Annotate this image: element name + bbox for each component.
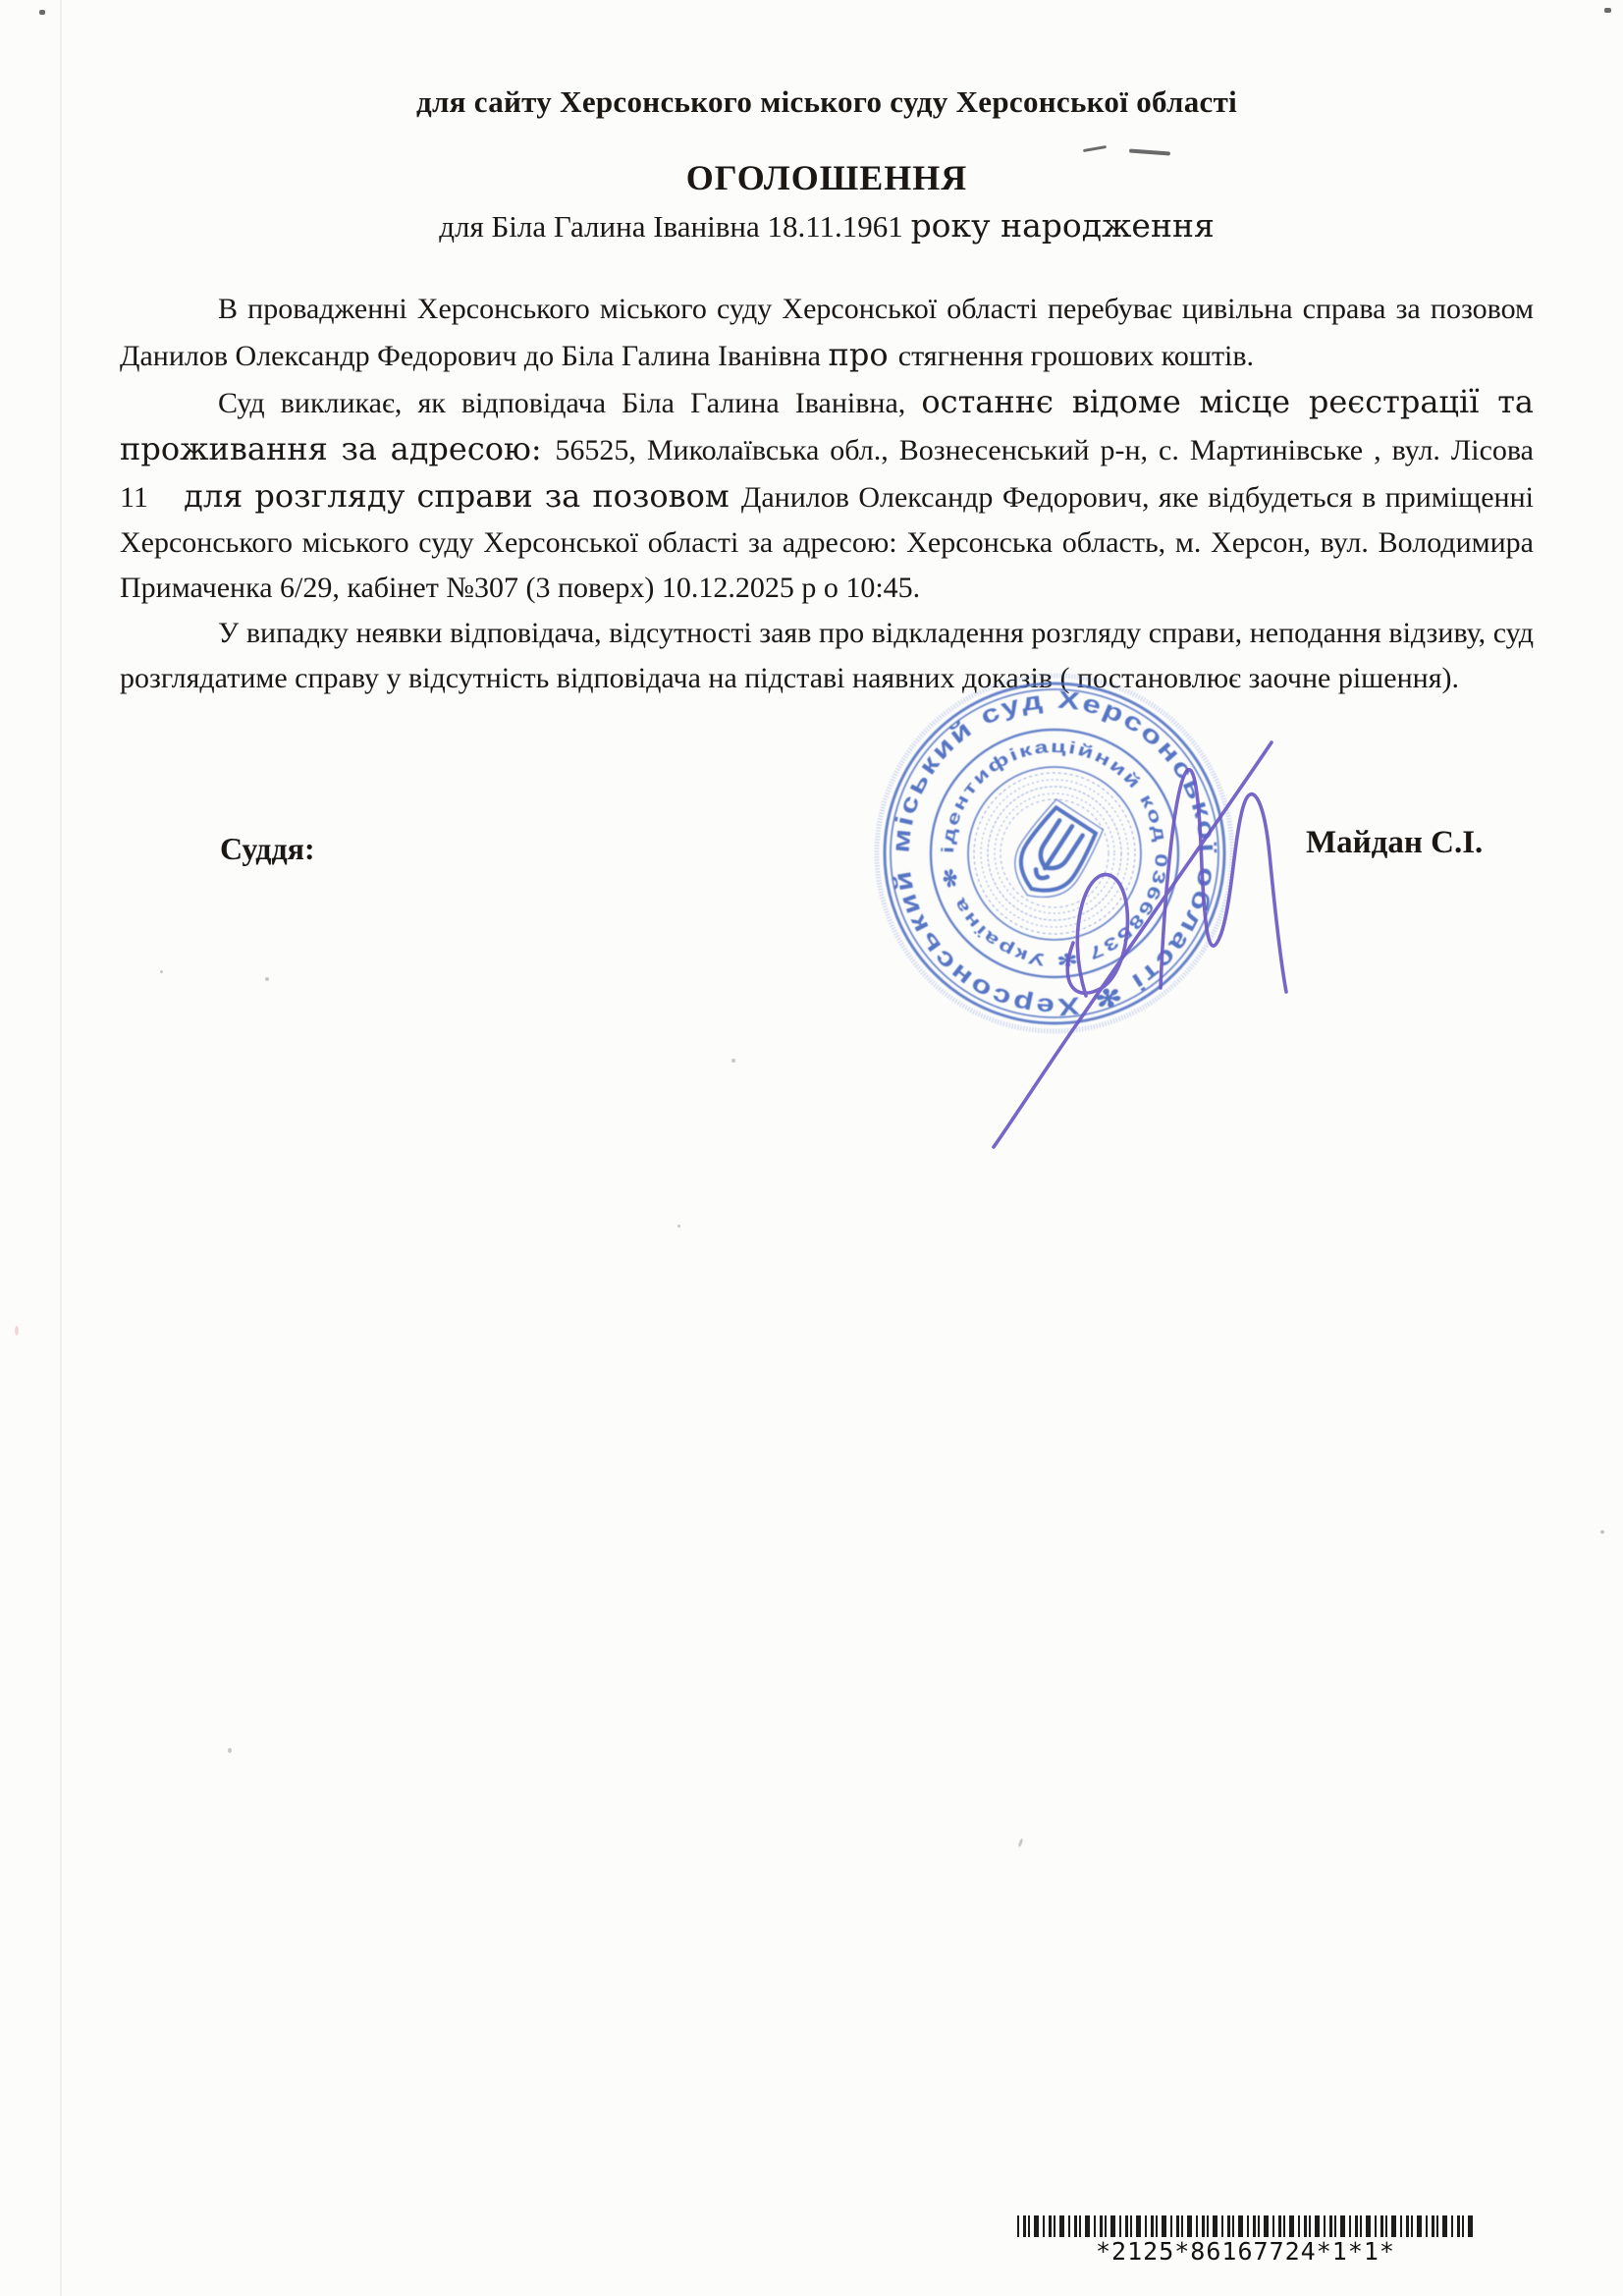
barcode bbox=[1017, 2215, 1474, 2237]
scan-artifact bbox=[677, 1225, 680, 1228]
scan-artifact bbox=[1600, 1530, 1604, 1534]
subtitle-run-insert: року народження bbox=[910, 206, 1215, 245]
scan-artifact bbox=[1604, 8, 1611, 13]
text-run-insert: про bbox=[828, 336, 898, 373]
seal-ring-text-outer: міський суд Херсонської області ✻ Херсонський bbox=[887, 685, 1222, 1021]
scan-artifact bbox=[1083, 145, 1107, 152]
seal-ring-text-inner: ідентифікаційний код 03668537 ✻ Україна ✻ bbox=[937, 736, 1172, 971]
barcode-block bbox=[1017, 2215, 1474, 2266]
document-body bbox=[120, 287, 1534, 701]
text-run: Данилов Олександр Федорович, яке відбудеться в приміщенні Херсонського міського суду Херсонської області за адресою: Херсонська область, м. Херсон, вул. Володимира Примаченка 6/29, кабінет №307 (3 поверх) 10.12.2025 р о 10:45. bbox=[120, 481, 1534, 604]
paragraph-summons bbox=[120, 379, 1534, 611]
paragraph-warning bbox=[120, 611, 1534, 701]
scan-artifact bbox=[1129, 149, 1170, 156]
text-run: В провадженні Херсонського міського суду Херсонської області перебуває цивільна справа за позовом Данилов Олександр Федорович до Біла Галина Іванівна bbox=[120, 293, 1534, 372]
document-subtitle bbox=[120, 206, 1534, 245]
scan-artifact bbox=[15, 1326, 19, 1336]
scan-artifact-line bbox=[60, 0, 62, 2296]
text-run-insert: для розгляду справи за позовом bbox=[147, 477, 741, 515]
text-run: Суд викликає, як відповідача Біла Галина Іванівна, bbox=[218, 387, 922, 419]
text-run-insert: останнє відоме місце реєстрації та проживання за адресою: bbox=[120, 383, 1535, 467]
scan-artifact bbox=[265, 977, 269, 981]
scan-artifact bbox=[160, 970, 163, 973]
judge-label: Суддя: bbox=[220, 831, 315, 866]
judge-signature bbox=[933, 715, 1345, 1157]
scan-artifact bbox=[39, 10, 45, 15]
document-title: ОГОЛОШЕННЯ bbox=[685, 158, 968, 197]
text-run: У випадку неявки відповідача, відсутності заяв про відкладення розгляду справи, неподання відзиву, суд розглядатиме справу у відсутність відповідача на підставі наявних доказів ( постановлює заочне рішення). bbox=[120, 617, 1534, 694]
subtitle-run: для Біла Галина Іванівна 18.11.1961 bbox=[439, 209, 911, 244]
barcode-text: *2125*86167724*1*1* bbox=[1096, 2237, 1395, 2266]
scan-artifact bbox=[1018, 1838, 1024, 1847]
text-run: стягнення грошових коштів. bbox=[897, 340, 1255, 372]
paragraph-case-info bbox=[120, 287, 1534, 379]
document-header: для сайту Херсонського міського суду Херсонської області bbox=[415, 84, 1238, 119]
judge-name: Майдан С.І. bbox=[1306, 825, 1484, 860]
scan-artifact bbox=[731, 1059, 735, 1063]
text-run: 56525, Миколаївська обл., Вознесенський р-н, с. Мартинівське , вул. Лісова 11 bbox=[120, 434, 1534, 514]
scan-artifact bbox=[228, 1748, 232, 1753]
